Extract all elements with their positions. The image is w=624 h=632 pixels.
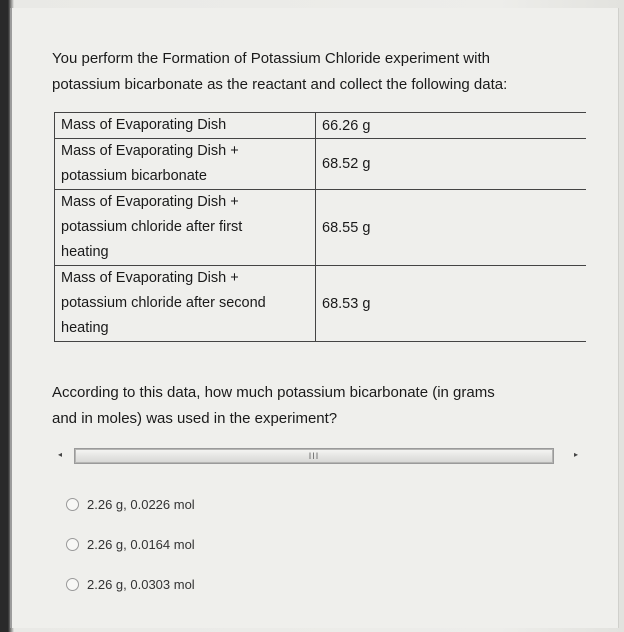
row-value: 68.55 g (316, 190, 587, 266)
table-row (55, 139, 587, 190)
row-value: 68.53 g (316, 266, 587, 342)
row-label: Mass of Evaporating Dish (55, 113, 316, 139)
question-text (52, 380, 592, 432)
question-page (10, 8, 619, 628)
answer-option-label: 2.26 g, 0.0303 mol (87, 576, 195, 592)
table-row (55, 190, 587, 266)
radio-button[interactable] (66, 578, 79, 591)
scroll-thumb[interactable] (75, 449, 553, 463)
scroll-right-icon[interactable]: ▸ (573, 450, 578, 459)
answer-option-label: 2.26 g, 0.0226 mol (87, 496, 195, 512)
row-value: 68.52 g (316, 139, 587, 190)
answer-option[interactable] (66, 534, 195, 554)
scroll-track[interactable] (74, 448, 554, 464)
intro-line-1: You perform the Formation of Potassium Chloride experiment with (52, 50, 490, 67)
radio-button[interactable] (66, 538, 79, 551)
row-label: Mass of Evaporating Dish + potassium bicarbonate (55, 139, 316, 190)
question-line-2: and in moles) was used in the experiment? (52, 410, 338, 427)
table-row (55, 266, 587, 342)
scroll-left-icon[interactable]: ◂ (58, 450, 63, 459)
radio-button[interactable] (66, 498, 79, 511)
horizontal-scrollbar[interactable] (58, 446, 578, 464)
answer-option[interactable] (66, 494, 195, 514)
grip-icon: III (308, 451, 320, 461)
intro-line-2: potassium bicarbonate as the reactant and collect the following data: (52, 76, 508, 93)
intro-text (52, 46, 592, 98)
answer-option[interactable] (66, 574, 195, 594)
row-label: Mass of Evaporating Dish + potassium chloride after first heating (55, 190, 316, 266)
question-line-1: According to this data, how much potassium bicarbonate (in grams (52, 384, 495, 401)
data-table (54, 112, 586, 342)
table-row (55, 113, 587, 139)
answer-option-label: 2.26 g, 0.0164 mol (87, 536, 195, 552)
row-value: 66.26 g (316, 113, 587, 139)
row-label: Mass of Evaporating Dish + potassium chloride after second heating (55, 266, 316, 342)
